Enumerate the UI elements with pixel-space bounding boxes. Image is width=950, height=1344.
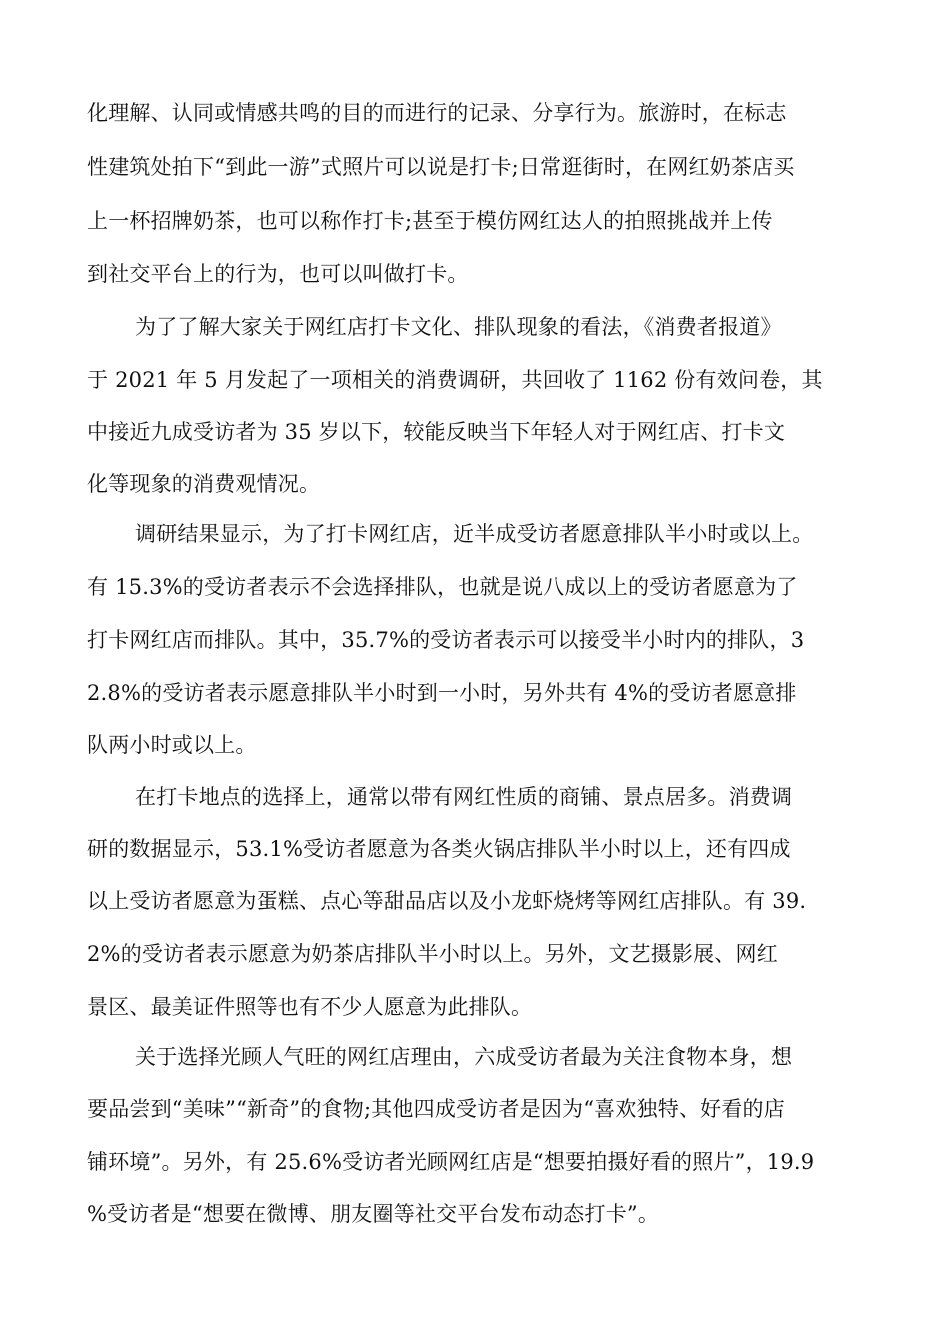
text-line: 研的数据显示，53.1%受访者愿意为各类火锅店排队半小时以上，还有四成 <box>87 837 791 861</box>
text-line: 化等现象的消费观情况。 <box>87 472 321 496</box>
text-line: 为了了解大家关于网红店打卡文化、排队现象的看法，《消费者报道》 <box>135 315 782 339</box>
text-line: 调研结果显示，为了打卡网红店，近半成受访者愿意排队半小时或以上。 <box>135 522 814 546</box>
text-line: 到社交平台上的行为，也可以叫做打卡。 <box>87 262 469 286</box>
text-line: 2%的受访者表示愿意为奶茶店排队半小时以上。另外，文艺摄影展、网红 <box>87 942 778 966</box>
text-line: 化理解、认同或情感共鸣的目的而进行的记录、分享行为。旅游时，在标志 <box>87 101 787 125</box>
text-line: %受访者是“想要在微博、朋友圈等社交平台发布动态打卡”。 <box>87 1202 660 1226</box>
text-line: 以上受访者愿意为蛋糕、点心等甜品店以及小龙虾烧烤等网红店排队。有 39. <box>87 889 807 913</box>
text-line: 性建筑处拍下“到此一游”式照片可以说是打卡;日常逛街时，在网红奶茶店买 <box>87 155 795 179</box>
text-line: 于 2021 年 5 月发起了一项相关的消费调研，共回收了 1162 份有效问卷，其 <box>87 368 823 392</box>
text-line: 队两小时或以上。 <box>87 733 257 757</box>
text-line: 打卡网红店而排队。其中，35.7%的受访者表示可以接受半小时内的排队，3 <box>87 628 805 652</box>
text-line: 要品尝到“美味”“新奇”的食物;其他四成受访者是因为“喜欢独特、好看的店 <box>87 1097 785 1121</box>
text-line: 景区、最美证件照等也有不少人愿意为此排队。 <box>87 995 533 1019</box>
text-line: 关于选择光顾人气旺的网红店理由，六成受访者最为关注食物本身，想 <box>135 1045 793 1069</box>
text-line: 铺环境”。另外，有 25.6%受访者光顾网红店是“想要拍摄好看的照片”，19.9 <box>87 1150 815 1174</box>
text-line: 中接近九成受访者为 35 岁以下，较能反映当下年轻人对于网红店、打卡文 <box>87 420 786 444</box>
text-line: 有 15.3%的受访者表示不会选择排队，也就是说八成以上的受访者愿意为了 <box>87 575 798 599</box>
text-line: 上一杯招牌奶茶，也可以称作打卡;甚至于模仿网红达人的拍照挑战并上传 <box>87 209 773 233</box>
text-line: 在打卡地点的选择上，通常以带有网红性质的商铺、景点居多。消费调 <box>135 785 793 809</box>
text-line: 2.8%的受访者表示愿意排队半小时到一小时，另外共有 4%的受访者愿意排 <box>87 681 797 705</box>
